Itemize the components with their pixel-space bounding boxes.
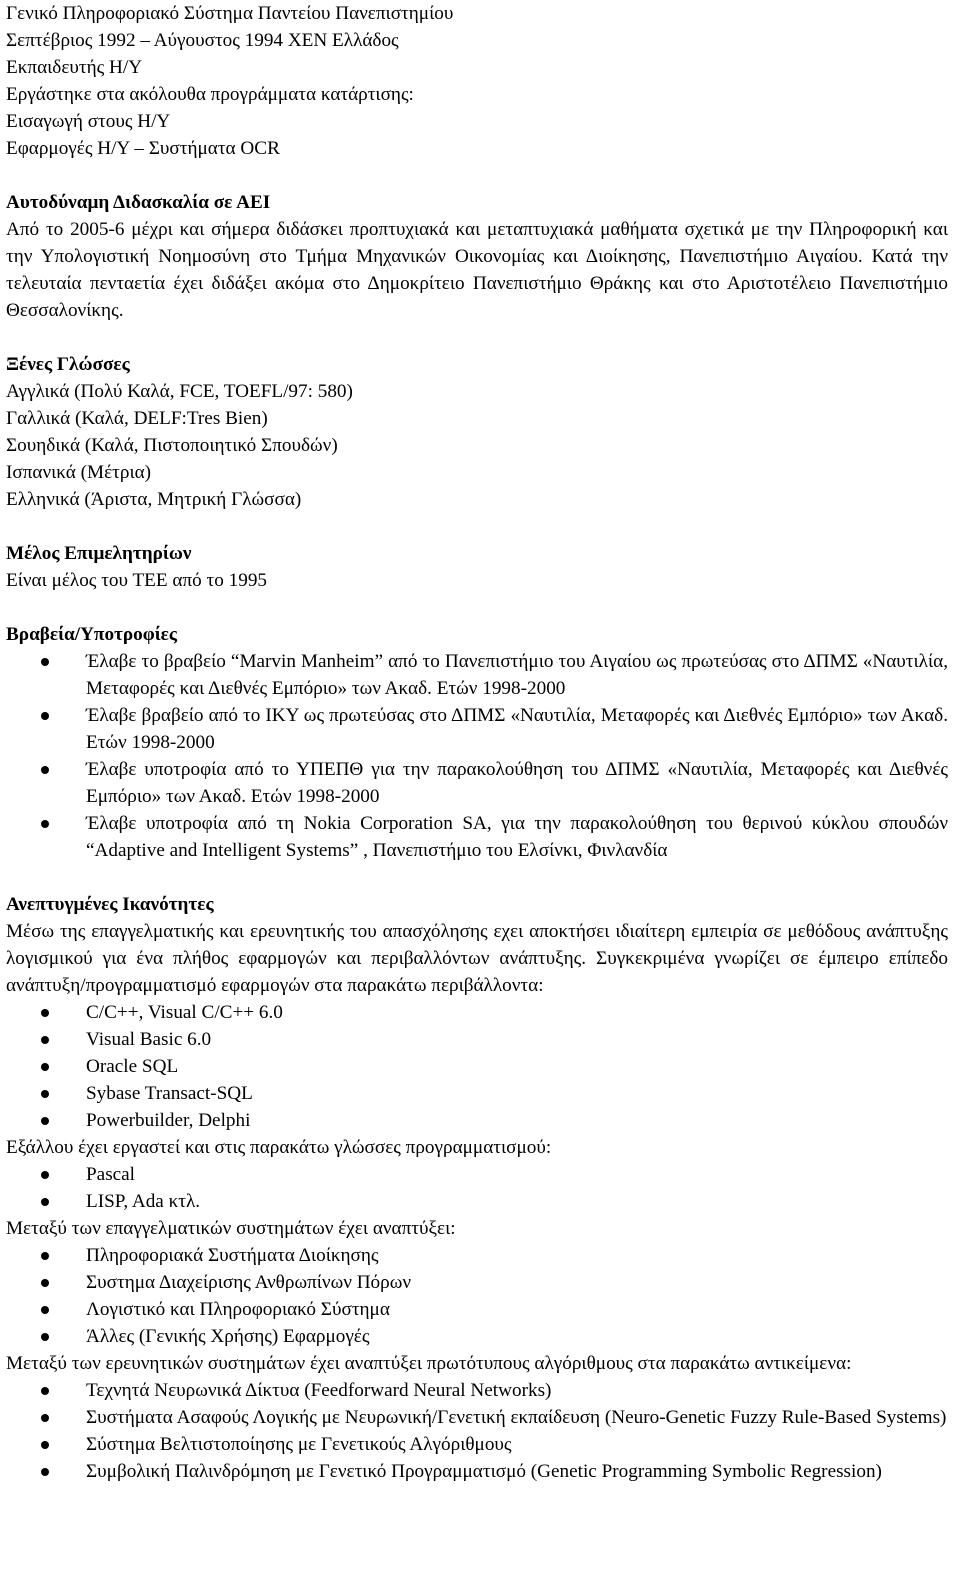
award-item bbox=[6, 702, 948, 756]
skills-intro: Μέσω της επαγγελματικής και ερευνητικής του απασχόλησης εχει αποκτήσει ιδιαίτερη εμπειρία σε μεθόδους ανάπτυξης λογισμικού για ένα πλήθος εφαρμογών και περιβαλλόντων ανάπτυξης. Συγκεκριμένα γνωρίζει σε έμπειρο επίπεδο ανάπτυξη/προγραμματισμό εφαρμογών στα παρακάτω περιβάλλοντα: bbox=[6, 921, 948, 996]
research-item bbox=[6, 1404, 948, 1431]
spacer bbox=[6, 162, 948, 189]
prog-language-text: Pascal bbox=[86, 1164, 136, 1185]
bullet-icon bbox=[41, 1279, 49, 1287]
research-text: Συστήματα Ασαφούς Λογικής με Νευρωνική/Γενετική εκπαίδευση (Neuro-Genetic Fuzzy Rule-Based Systems) bbox=[86, 1407, 947, 1428]
research-list bbox=[6, 1377, 948, 1485]
system-item bbox=[6, 1296, 948, 1323]
system-item bbox=[6, 1242, 948, 1269]
bullet-icon bbox=[41, 1252, 49, 1260]
awards-section bbox=[6, 621, 948, 864]
intro-section bbox=[6, 0, 948, 162]
environment-text: C/C++, Visual C/C++ 6.0 bbox=[86, 1002, 283, 1023]
bullet-icon bbox=[41, 658, 49, 666]
systems-list bbox=[6, 1242, 948, 1350]
environment-text: Visual Basic 6.0 bbox=[86, 1029, 212, 1050]
bullet-icon bbox=[41, 712, 49, 720]
research-text: Σύστημα Βελτιστοποίησης με Γενετικούς Αλγόριθμους bbox=[86, 1434, 512, 1455]
award-text: Έλαβε υποτροφία από το ΥΠΕΠΘ για την παρακολούθηση του ΔΠΜΣ «Ναυτιλία, Μεταφορές και Διεθνές Εμπόριο» των Ακαδ. Ετών 1998-2000 bbox=[86, 759, 948, 807]
bullet-icon bbox=[41, 766, 49, 774]
language-item: Αγγλικά (Πολύ Καλά, FCE, TOEFL/97: 580) bbox=[6, 381, 353, 402]
languages-section bbox=[6, 351, 948, 513]
bullet-icon bbox=[41, 1090, 49, 1098]
spacer bbox=[6, 513, 948, 540]
environments-list bbox=[6, 999, 948, 1134]
environment-text: Sybase Transact-SQL bbox=[86, 1083, 253, 1104]
languages-heading: Ξένες Γλώσσες bbox=[6, 354, 130, 375]
system-item bbox=[6, 1269, 948, 1296]
environment-item bbox=[6, 1053, 948, 1080]
prog-language-item bbox=[6, 1188, 948, 1215]
research-intro: Μεταξύ των ερευνητικών συστημάτων έχει αναπτύξει πρωτότυπους αλγόριθμους στα παρακάτω αντικείμενα: bbox=[6, 1353, 852, 1374]
skills-heading: Ανεπτυγμένες Ικανότητες bbox=[6, 894, 214, 915]
bullet-icon bbox=[41, 1468, 49, 1476]
bullet-icon bbox=[41, 1198, 49, 1206]
bullet-icon bbox=[41, 1009, 49, 1017]
system-text: Λογιστικό και Πληροφοριακό Σύστημα bbox=[86, 1299, 390, 1320]
prog-language-item bbox=[6, 1161, 948, 1188]
bullet-icon bbox=[41, 1387, 49, 1395]
teaching-text: Από το 2005-6 μέχρι και σήμερα διδάσκει προπτυχιακά και μεταπτυχιακά μαθήματα σχετικά με την Πληροφορική και την Υπολογιστική Νοημοσύνη στο Τμήμα Μηχανικών Οικονομίας και Διοίκησης, Πανεπιστήμιο Αιγαίου. Κατά την τελευταία πενταετία έχει διδάξει ακόμα στο Δημοκρίτειο Πανεπιστήμιο Θράκης και στο Αριστοτέλειο Πανεπιστήμιο Θεσσαλονίκης. bbox=[6, 219, 948, 321]
intro-line: Εργάστηκε στα ακόλουθα προγράμματα κατάρτισης: bbox=[6, 84, 414, 105]
teaching-heading: Αυτοδύναμη Διδασκαλία σε ΑΕΙ bbox=[6, 192, 271, 213]
research-item bbox=[6, 1458, 948, 1485]
environment-item bbox=[6, 1107, 948, 1134]
membership-section bbox=[6, 540, 948, 594]
teaching-section bbox=[6, 189, 948, 324]
systems-intro: Μεταξύ των επαγγελματικών συστημάτων έχει αναπτύξει: bbox=[6, 1218, 456, 1239]
intro-line: Εφαρμογές Η/Υ – Συστήματα OCR bbox=[6, 138, 280, 159]
bullet-icon bbox=[41, 1171, 49, 1179]
awards-heading: Βραβεία/Υποτροφίες bbox=[6, 624, 177, 645]
system-text: Πληροφοριακά Συστήματα Διοίκησης bbox=[86, 1245, 379, 1266]
system-text: Συστημα Διαχείρισης Ανθρωπίνων Πόρων bbox=[86, 1272, 412, 1293]
research-text: Τεχνητά Νευρωνικά Δίκτυα (Feedforward Neural Networks) bbox=[86, 1380, 552, 1401]
award-item bbox=[6, 648, 948, 702]
skills-section bbox=[6, 891, 948, 1485]
award-text: Έλαβε υποτροφία από τη Nokia Corporation SA, για την παρακολούθηση του θερινού κύκλου σπουδών “Adaptive and Intelligent Systems” , Πανεπιστήμιο του Ελσίνκι, Φινλανδία bbox=[86, 813, 948, 861]
award-item bbox=[6, 810, 948, 864]
bullet-icon bbox=[41, 1117, 49, 1125]
intro-line: Σεπτέβριος 1992 – Αύγουστος 1994 ΧΕΝ Ελλάδος bbox=[6, 30, 399, 51]
prog-language-text: LISP, Ada κτλ. bbox=[86, 1191, 201, 1212]
spacer bbox=[6, 594, 948, 621]
research-item bbox=[6, 1431, 948, 1458]
intro-line: Εισαγωγή στους Η/Υ bbox=[6, 111, 171, 132]
system-item bbox=[6, 1323, 948, 1350]
language-item: Γαλλικά (Καλά, DELF:Tres Bien) bbox=[6, 408, 268, 429]
intro-line: Γενικό Πληροφοριακό Σύστημα Παντείου Πανεπιστημίου bbox=[6, 3, 454, 24]
environment-text: Powerbuilder, Delphi bbox=[86, 1110, 251, 1131]
language-item: Ισπανικά (Μέτρια) bbox=[6, 462, 152, 483]
membership-text: Είναι μέλος του ΤΕΕ από το 1995 bbox=[6, 570, 268, 591]
research-text: Συμβολική Παλινδρόμηση με Γενετικό Προγραμματισμό (Genetic Programming Symbolic Regression) bbox=[86, 1461, 882, 1482]
spacer bbox=[6, 324, 948, 351]
intro-line: Εκπαιδευτής Η/Υ bbox=[6, 57, 143, 78]
environment-item bbox=[6, 999, 948, 1026]
language-item: Σουηδικά (Καλά, Πιστοποιητικό Σπουδών) bbox=[6, 435, 338, 456]
award-item bbox=[6, 756, 948, 810]
bullet-icon bbox=[41, 820, 49, 828]
language-item: Ελληνικά (Άριστα, Μητρική Γλώσσα) bbox=[6, 489, 302, 510]
awards-list bbox=[6, 648, 948, 864]
prog-languages-intro: Εξάλλου έχει εργαστεί και στις παρακάτω γλώσσες προγραμματισμού: bbox=[6, 1137, 552, 1158]
membership-heading: Μέλος Επιμελητηρίων bbox=[6, 543, 192, 564]
environment-item bbox=[6, 1080, 948, 1107]
award-text: Έλαβε βραβείο από το ΙΚΥ ως πρωτεύσας στο ΔΠΜΣ «Ναυτιλία, Μεταφορές και Διεθνές Εμπόριο» των Ακαδ. Ετών 1998-2000 bbox=[86, 705, 948, 753]
system-text: Άλλες (Γενικής Χρήσης) Εφαρμογές bbox=[86, 1326, 370, 1347]
bullet-icon bbox=[41, 1306, 49, 1314]
bullet-icon bbox=[41, 1036, 49, 1044]
bullet-icon bbox=[41, 1063, 49, 1071]
bullet-icon bbox=[41, 1333, 49, 1341]
bullet-icon bbox=[41, 1441, 49, 1449]
spacer bbox=[6, 864, 948, 891]
bullet-icon bbox=[41, 1414, 49, 1422]
environment-text: Oracle SQL bbox=[86, 1056, 179, 1077]
award-text: Έλαβε το βραβείο “Marvin Manheim” από το Πανεπιστήμιο του Αιγαίου ως πρωτεύσας στο ΔΠΜΣ «Ναυτιλία, Μεταφορές και Διεθνές Εμπόριο» των Ακαδ. Ετών 1998-2000 bbox=[86, 651, 948, 699]
research-item bbox=[6, 1377, 948, 1404]
prog-languages-list bbox=[6, 1161, 948, 1215]
environment-item bbox=[6, 1026, 948, 1053]
